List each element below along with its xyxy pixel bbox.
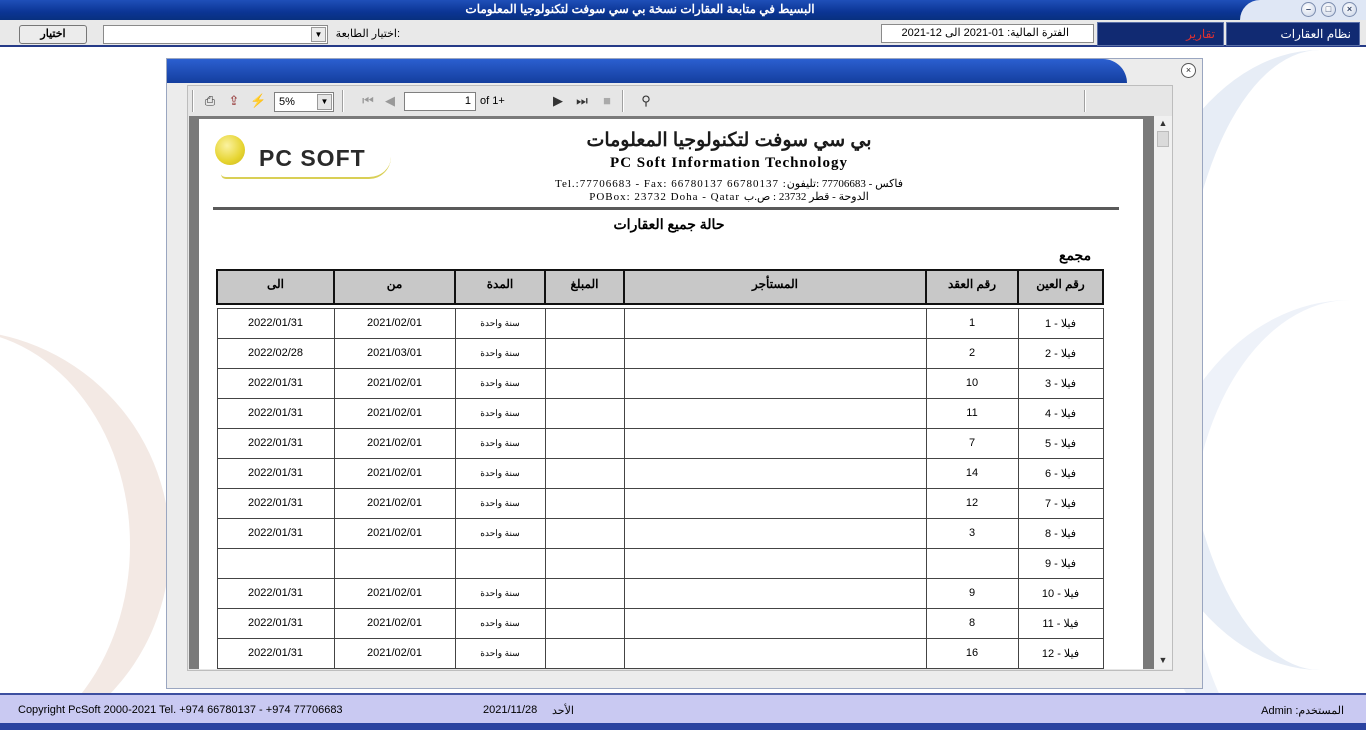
cell-amount xyxy=(545,608,624,638)
cell-tenant xyxy=(624,518,926,548)
cell-to: 2022/01/31 xyxy=(217,398,334,428)
cell-unit: فيلا - 9 xyxy=(1018,548,1103,578)
toolbar-separator xyxy=(1084,90,1086,112)
fiscal-period-field: الفترة المالية: 01-2021 الى 12-2021 xyxy=(881,24,1094,43)
maximize-icon[interactable]: □ xyxy=(1321,2,1336,17)
cell-tenant xyxy=(624,368,926,398)
chevron-down-icon[interactable]: ▼ xyxy=(317,94,332,110)
cell-tenant xyxy=(624,578,926,608)
cell-to: 2022/01/31 xyxy=(217,428,334,458)
table-row xyxy=(217,398,1103,428)
chevron-down-icon[interactable]: ▼ xyxy=(311,27,326,42)
printer-select[interactable] xyxy=(103,25,328,44)
cell-contract: 14 xyxy=(926,458,1018,488)
cell-from: 2021/02/01 xyxy=(334,398,455,428)
cell-to: 2022/01/31 xyxy=(217,308,334,338)
table-row xyxy=(217,338,1103,368)
company-name-arabic: بي سي سوفت لتكنولوجيا المعلومات xyxy=(586,130,872,151)
cell-to: 2022/01/31 xyxy=(217,458,334,488)
choose-printer-button[interactable]: اختيار xyxy=(19,25,87,44)
cell-duration: سنة واحدة xyxy=(455,578,545,608)
cell-amount xyxy=(545,578,624,608)
lightning-icon[interactable]: ⚡ xyxy=(250,93,267,108)
bottom-strip xyxy=(0,723,1366,730)
cell-unit: فيلا - 8 xyxy=(1018,518,1103,548)
cell-contract: 9 xyxy=(926,578,1018,608)
cell-tenant xyxy=(624,338,926,368)
column-header-to: الى xyxy=(217,270,334,304)
report-window-header xyxy=(167,59,1127,83)
export-icon[interactable]: ⇪ xyxy=(228,93,240,108)
cell-contract: 7 xyxy=(926,428,1018,458)
toolbar-separator xyxy=(342,90,344,112)
cell-duration: سنة واحدة xyxy=(455,308,545,338)
table-row xyxy=(217,548,1103,578)
cell-from: 2021/02/01 xyxy=(334,488,455,518)
cell-to: 2022/01/31 xyxy=(217,368,334,398)
status-user: المستخدم: Admin xyxy=(1261,705,1344,717)
table-row xyxy=(217,458,1103,488)
cell-duration: سنة واحدة xyxy=(455,638,545,668)
cell-contract: 10 xyxy=(926,368,1018,398)
background-decoration xyxy=(0,330,170,730)
cell-duration: سنة واحدة xyxy=(455,338,545,368)
main-toolbar xyxy=(0,20,1366,47)
cell-unit: فيلا - 11 xyxy=(1018,608,1103,638)
cell-from: 2021/02/01 xyxy=(334,638,455,668)
column-header-duration: المدة xyxy=(455,270,545,304)
column-header-amount: المبلغ xyxy=(545,270,624,304)
viewer-toolbar xyxy=(188,86,1172,116)
cell-amount xyxy=(545,518,624,548)
cell-unit: فيلا - 10 xyxy=(1018,578,1103,608)
cell-from: 2021/02/01 xyxy=(334,518,455,548)
cell-contract: 3 xyxy=(926,518,1018,548)
cell-unit: فيلا - 4 xyxy=(1018,398,1103,428)
cell-amount xyxy=(545,488,624,518)
close-icon[interactable]: × xyxy=(1342,2,1357,17)
cell-unit: فيلا - 12 xyxy=(1018,638,1103,668)
status-bar xyxy=(0,693,1366,723)
cell-from xyxy=(334,548,455,578)
column-header-unit: رقم العين xyxy=(1018,270,1103,304)
print-icon[interactable]: ⎙ xyxy=(204,93,216,108)
zoom-value: 5% xyxy=(279,96,295,108)
column-header-tenant: المستأجر xyxy=(624,270,926,304)
cell-tenant xyxy=(624,488,926,518)
scrollbar-thumb[interactable] xyxy=(1157,131,1169,147)
cell-unit: فيلا - 2 xyxy=(1018,338,1103,368)
cell-to xyxy=(217,548,334,578)
toolbar-separator xyxy=(622,90,624,112)
report-page xyxy=(199,119,1143,669)
cell-duration: سنة واحدة xyxy=(455,488,545,518)
table-row xyxy=(217,578,1103,608)
window-title: البسيط في متابعة العقارات نسخة بي سي سوفت لتكنولوجيا المعلومات xyxy=(465,2,815,16)
cell-contract: 12 xyxy=(926,488,1018,518)
title-bar xyxy=(0,0,1366,20)
cell-amount xyxy=(545,428,624,458)
zoom-select[interactable] xyxy=(274,92,334,112)
stop-icon[interactable]: ■ xyxy=(603,93,611,108)
cell-from: 2021/02/01 xyxy=(334,308,455,338)
close-icon[interactable]: × xyxy=(1181,63,1196,78)
cell-to: 2022/02/28 xyxy=(217,338,334,368)
cell-tenant xyxy=(624,308,926,338)
cell-duration xyxy=(455,548,545,578)
group-label: مجمع xyxy=(1059,247,1092,263)
cell-contract: 8 xyxy=(926,608,1018,638)
column-header-contract: رقم العقد xyxy=(926,270,1018,304)
cell-from: 2021/02/01 xyxy=(334,608,455,638)
status-date: 2021/11/28 xyxy=(483,704,538,716)
cell-tenant xyxy=(624,608,926,638)
previous-page-icon[interactable]: ◀ xyxy=(385,93,395,108)
table-header-row xyxy=(217,270,1103,304)
letterhead-divider xyxy=(213,207,1119,210)
cell-duration: سنة واحدة xyxy=(455,398,545,428)
cell-contract: 11 xyxy=(926,398,1018,428)
status-day: الأحد xyxy=(552,705,574,717)
cell-amount xyxy=(545,638,624,668)
company-name-english: PC Soft Information Technology xyxy=(610,155,848,171)
company-po-line: POBox: 23732 Doha - Qatar الدوحة - قطر 23732 : ص.ب xyxy=(589,191,869,203)
company-logo-text: PC SOFT xyxy=(259,145,366,171)
cell-amount xyxy=(545,308,624,338)
cell-tenant xyxy=(624,638,926,668)
cell-from: 2021/02/01 xyxy=(334,578,455,608)
table-row xyxy=(217,638,1103,668)
cell-tenant xyxy=(624,428,926,458)
cell-unit: فيلا - 7 xyxy=(1018,488,1103,518)
cell-to: 2022/01/31 xyxy=(217,608,334,638)
cell-unit: فيلا - 1 xyxy=(1018,308,1103,338)
next-page-icon[interactable]: ▶ xyxy=(553,93,563,108)
report-page-area[interactable] xyxy=(189,116,1159,669)
column-header-from: من xyxy=(334,270,455,304)
cell-tenant xyxy=(624,548,926,578)
toolbar-separator xyxy=(192,90,194,112)
cell-tenant xyxy=(624,458,926,488)
cell-from: 2021/02/01 xyxy=(334,368,455,398)
cell-amount xyxy=(545,398,624,428)
last-page-icon[interactable]: ⏭ xyxy=(576,93,588,108)
window-controls xyxy=(1296,0,1366,20)
cell-contract: 16 xyxy=(926,638,1018,668)
minimize-icon[interactable]: – xyxy=(1301,2,1316,17)
page-count-label: of 1+ xyxy=(480,95,505,107)
cell-from: 2021/03/01 xyxy=(334,338,455,368)
cell-to: 2022/01/31 xyxy=(217,488,334,518)
cell-unit: فيلا - 3 xyxy=(1018,368,1103,398)
cell-to: 2022/01/31 xyxy=(217,638,334,668)
cell-unit: فيلا - 5 xyxy=(1018,428,1103,458)
cell-duration: سنة واحدة xyxy=(455,458,545,488)
report-viewer xyxy=(187,85,1173,671)
table-row xyxy=(217,518,1103,548)
cell-unit: فيلا - 6 xyxy=(1018,458,1103,488)
cell-to: 2022/01/31 xyxy=(217,518,334,548)
table-row xyxy=(217,488,1103,518)
report-title: حالة جميع العقارات xyxy=(613,216,725,232)
cell-from: 2021/02/01 xyxy=(334,458,455,488)
cell-duration: سنة واحدة xyxy=(455,428,545,458)
company-phone-line: Tel.:77706683 - Fax: 66780137 66780137 :فاكس - 77706683 :تليفون xyxy=(555,178,903,190)
table-row xyxy=(217,608,1103,638)
cell-contract: 2 xyxy=(926,338,1018,368)
tab-reports[interactable]: تقارير xyxy=(1097,22,1224,46)
table-row xyxy=(217,368,1103,398)
cell-amount xyxy=(545,368,624,398)
vertical-scrollbar[interactable] xyxy=(1154,116,1172,669)
report-table xyxy=(216,269,1104,669)
cell-duration: سنة واحده xyxy=(455,608,545,638)
printer-label: اختيار الطابعة: xyxy=(335,28,400,40)
cell-amount xyxy=(545,548,624,578)
cell-contract xyxy=(926,548,1018,578)
scroll-up-icon[interactable]: ▲ xyxy=(1158,118,1168,128)
cell-contract: 1 xyxy=(926,308,1018,338)
report-window xyxy=(166,58,1203,689)
cell-amount xyxy=(545,338,624,368)
first-page-icon[interactable]: ⏮ xyxy=(362,93,374,108)
binoculars-icon[interactable]: ⚲ xyxy=(641,93,651,108)
table-row xyxy=(217,428,1103,458)
cell-duration: سنة واحدة xyxy=(455,368,545,398)
scroll-down-icon[interactable]: ▼ xyxy=(1158,655,1168,665)
page-number-input[interactable]: 1 xyxy=(404,92,476,111)
cell-to: 2022/01/31 xyxy=(217,578,334,608)
cell-amount xyxy=(545,458,624,488)
copyright-text: Copyright PcSoft 2000-2021 Tel. +974 66780137 - +974 77706683 xyxy=(18,704,343,716)
cell-tenant xyxy=(624,398,926,428)
cell-duration: سنة واحده xyxy=(455,518,545,548)
tab-property-system[interactable]: نظام العقارات xyxy=(1226,22,1360,46)
cell-from: 2021/02/01 xyxy=(334,428,455,458)
table-row xyxy=(217,308,1103,338)
